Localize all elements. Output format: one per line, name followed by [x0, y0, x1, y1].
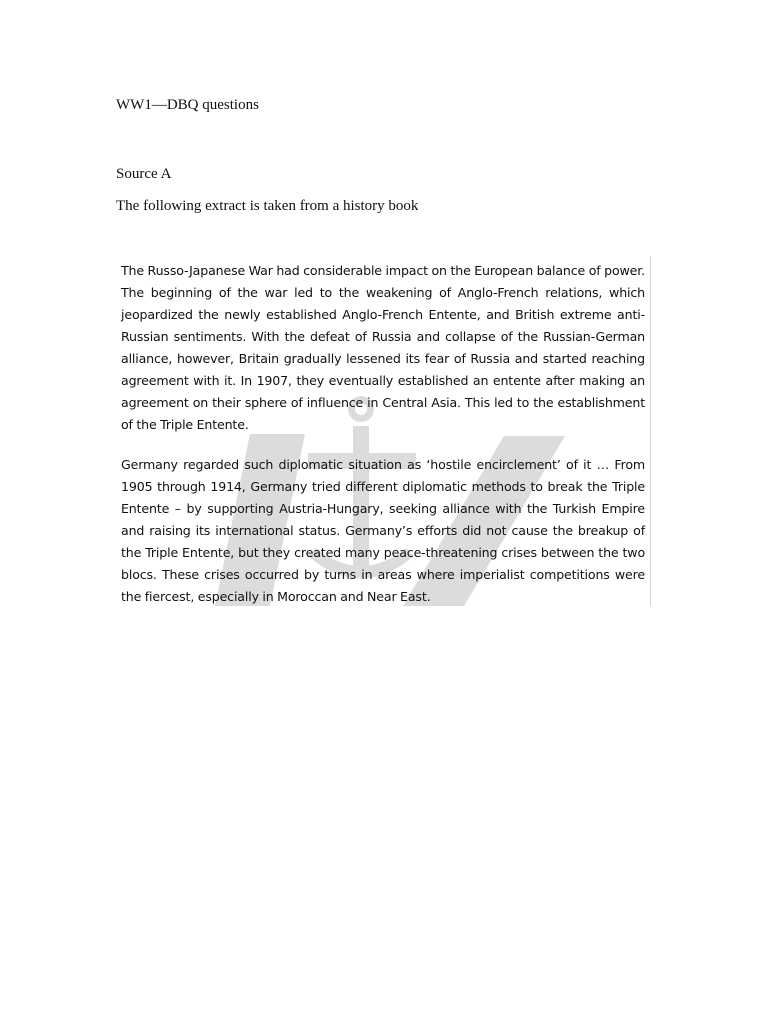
- source-label: Source A: [116, 166, 172, 182]
- source-extract-image: [112, 256, 651, 606]
- extract-paragraph-1: The Russo-Japanese War had considerable impact on the European balance of power. The beginning of the war led to the weakening of Anglo-French relations, which jeopardized the newly established Anglo-French Entente, and British extreme anti-Russian sentiments. With the defeat of Russia and collapse of the Russian-German alliance, however, Britain gradually lessened its fear of Russia and started reaching agreement with it. In 1907, they eventually established an entente after making an agreement on their sphere of influence in Central Asia. This led to the establishment of the Triple Entente.: [121, 263, 645, 432]
- document-title: WW1—DBQ questions: [116, 97, 259, 113]
- extract-paragraph-2: Germany regarded such diplomatic situation as ‘hostile encirclement’ of it … From 1905 through 1914, Germany tried different diplomatic methods to break the Triple Entente – by supporting Austria-Hungary, seeking alliance with the Turkish Empire and raising its international status. Germany’s efforts did not cause the breakup of the Triple Entente, but they created many peace-threatening crises between the two blocs. These crises occurred by turns in areas where imperialist competitions were the fiercest, especially in Moroccan and Near East.: [121, 457, 645, 604]
- source-description: The following extract is taken from a history book: [116, 198, 419, 214]
